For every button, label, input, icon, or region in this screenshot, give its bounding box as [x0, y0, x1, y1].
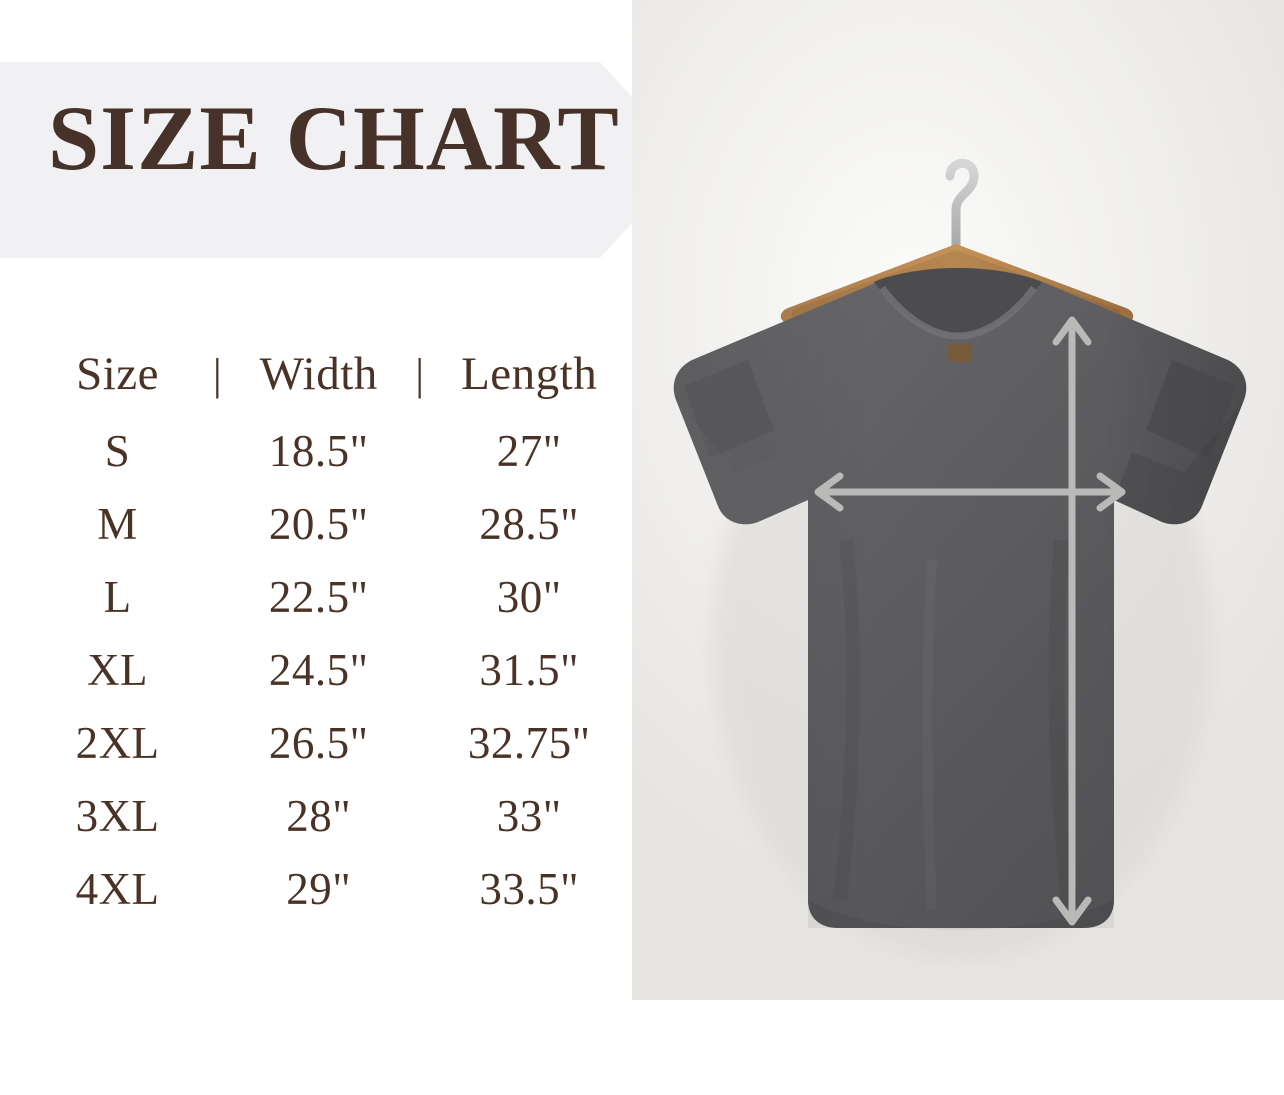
cell-spacer [407, 487, 432, 560]
cell-spacer [205, 633, 230, 706]
cell-width: 24.5" [268, 644, 369, 695]
cell-spacer [205, 487, 230, 560]
header-separator-1: | [212, 349, 223, 399]
cell-length: 28.5" [479, 498, 579, 549]
cell-size: S [104, 425, 131, 476]
size-table-head [30, 334, 626, 414]
cell-size: XL [87, 644, 149, 695]
table-row [30, 487, 626, 560]
table-row [30, 706, 626, 779]
hanger-hook-icon [950, 163, 974, 246]
cell-width: 22.5" [268, 571, 369, 622]
banner [0, 62, 690, 258]
cell-spacer [407, 414, 432, 487]
cell-width: 29" [286, 863, 352, 914]
product-photo [632, 0, 1284, 1000]
cell-length: 33" [496, 790, 562, 841]
header-separator-2: | [415, 349, 425, 399]
cell-spacer [407, 560, 432, 633]
tshirt-illustration [632, 0, 1284, 1000]
header-width: Width [259, 348, 378, 400]
cell-length: 27" [496, 425, 562, 476]
cell-spacer [407, 779, 432, 852]
cell-spacer [205, 779, 230, 852]
cell-size: M [97, 498, 138, 549]
page-title: SIZE CHART [48, 87, 620, 189]
size-table [30, 334, 626, 925]
table-row [30, 560, 626, 633]
cell-width: 18.5" [268, 425, 369, 476]
table-row [30, 633, 626, 706]
cell-length: 32.75" [467, 717, 591, 768]
cell-spacer [407, 706, 432, 779]
cell-width: 20.5" [268, 498, 369, 549]
cell-spacer [205, 706, 230, 779]
size-table-body [30, 414, 626, 925]
cell-width: 28" [286, 790, 352, 841]
cell-spacer [407, 852, 432, 925]
cell-length: 31.5" [479, 644, 579, 695]
cell-length: 30" [496, 571, 562, 622]
table-row [30, 779, 626, 852]
cell-size: L [103, 571, 132, 622]
cell-size: 3XL [75, 790, 160, 841]
neck-tag [948, 344, 972, 362]
table-header-row [30, 334, 626, 414]
cell-spacer [407, 633, 432, 706]
table-row [30, 852, 626, 925]
header-length: Length [461, 348, 598, 400]
table-row [30, 414, 626, 487]
cell-spacer [205, 852, 230, 925]
cell-spacer [205, 414, 230, 487]
cell-spacer [205, 560, 230, 633]
cell-width: 26.5" [268, 717, 369, 768]
cell-size: 2XL [75, 717, 160, 768]
header-size: Size [76, 348, 160, 400]
cell-length: 33.5" [479, 863, 579, 914]
cell-size: 4XL [75, 863, 160, 914]
size-table-container [30, 334, 626, 925]
